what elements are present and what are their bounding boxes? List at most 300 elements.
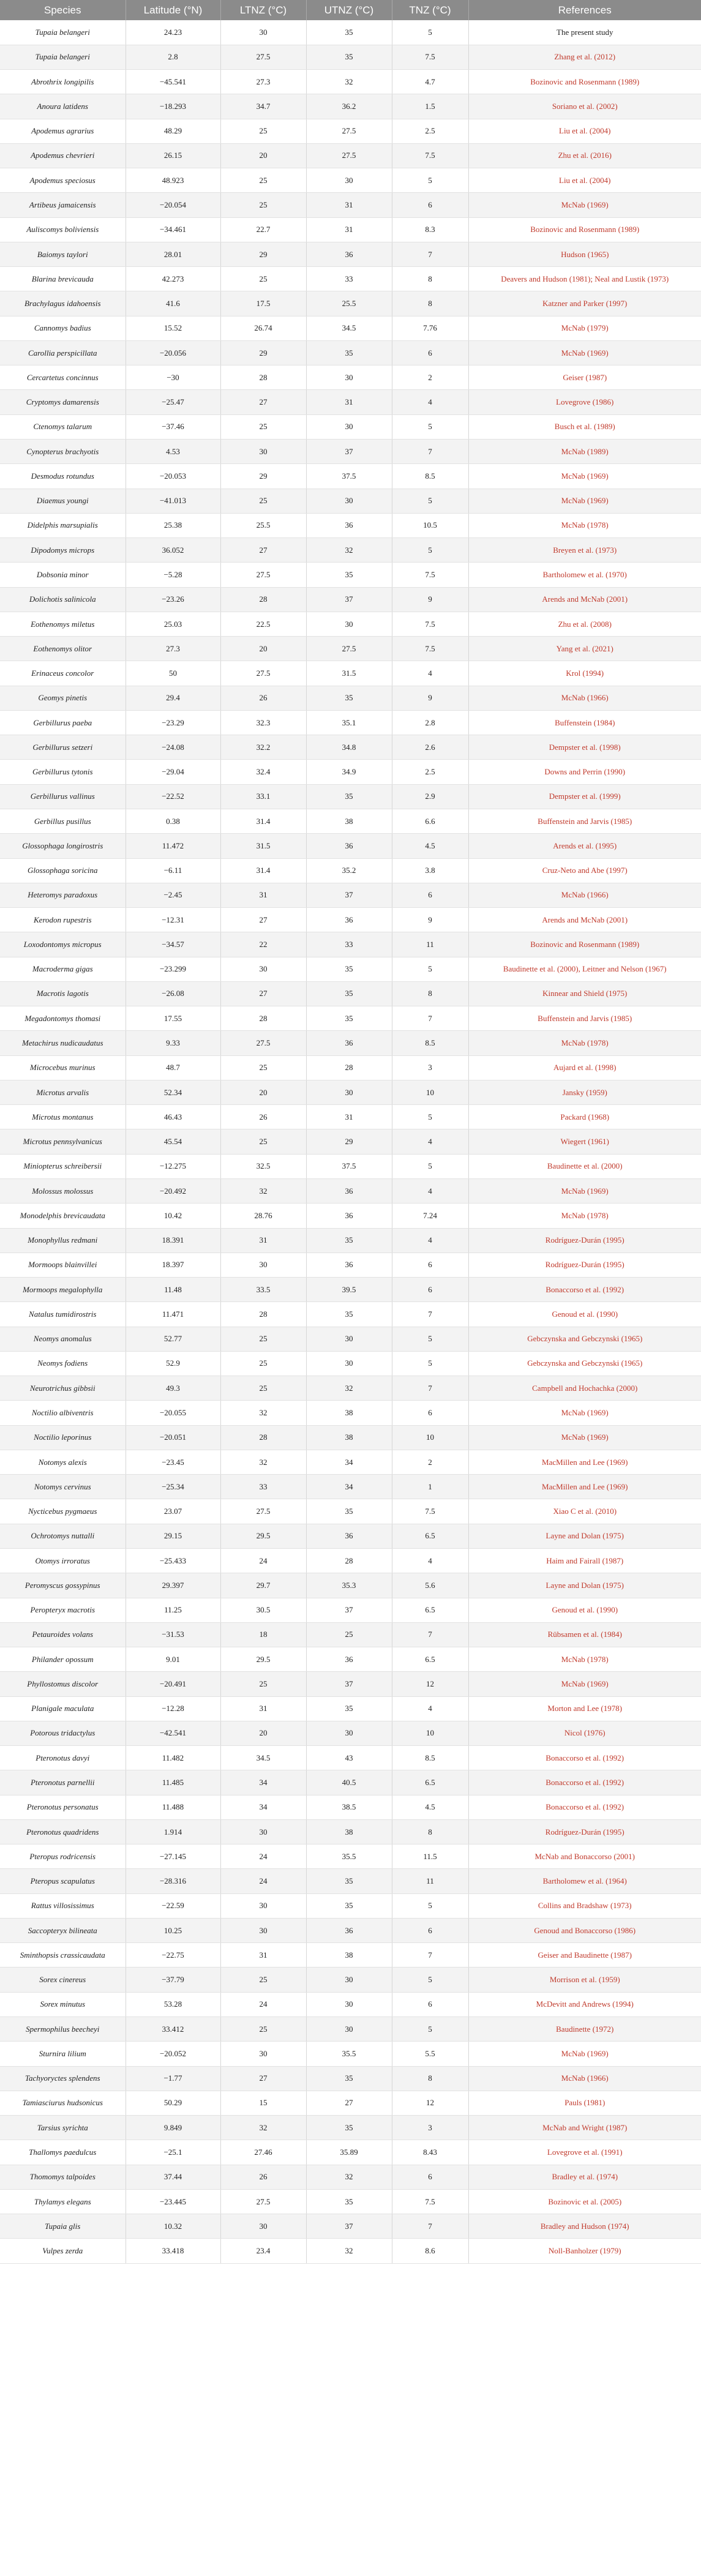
table-row	[0, 1080, 701, 1104]
species-cell: Pteronotus davyi	[0, 1746, 126, 1770]
tnz-cell: 5	[392, 2017, 468, 2042]
utnz-cell: 35	[306, 563, 392, 587]
tnz-cell: 4	[392, 1129, 468, 1154]
reference-cell[interactable]: McNab (1978)	[468, 1647, 701, 1672]
table-row	[0, 1819, 701, 1844]
utnz-cell: 35.89	[306, 2140, 392, 2165]
species-cell: Miniopterus schreibersii	[0, 1154, 126, 1178]
utnz-cell: 30	[306, 612, 392, 636]
reference-cell[interactable]: Downs and Perrin (1990)	[468, 760, 701, 784]
latitude-cell: 9.849	[126, 2116, 220, 2140]
reference-cell[interactable]: Liu et al. (2004)	[468, 168, 701, 193]
species-cell: Microtus pennsylvanicus	[0, 1129, 126, 1154]
species-cell: Planigale maculata	[0, 1696, 126, 1721]
tnz-cell: 3	[392, 1055, 468, 1080]
utnz-cell: 37	[306, 883, 392, 907]
ltnz-cell: 30	[220, 20, 306, 45]
reference-cell[interactable]: Kinnear and Shield (1975)	[468, 981, 701, 1006]
reference-cell[interactable]: McNab (1966)	[468, 2066, 701, 2091]
ltnz-header: LTNZ (°C)	[220, 0, 306, 20]
table-row	[0, 735, 701, 760]
tnz-cell: 7.5	[392, 143, 468, 168]
reference-cell[interactable]: Campbell and Hochachka (2000)	[468, 1376, 701, 1401]
latitude-cell: −37.46	[126, 414, 220, 439]
utnz-cell: 38	[306, 1819, 392, 1844]
table-row	[0, 858, 701, 883]
species-cell: Sorex minutus	[0, 1992, 126, 2016]
table-row	[0, 1672, 701, 1696]
reference-cell[interactable]: McNab (1969)	[468, 193, 701, 217]
tnz-cell: 8.5	[392, 464, 468, 489]
utnz-cell: 35.1	[306, 710, 392, 735]
latitude-cell: −20.492	[126, 1178, 220, 1203]
utnz-cell: 30	[306, 414, 392, 439]
table-row	[0, 414, 701, 439]
reference-cell[interactable]: Katzner and Parker (1997)	[468, 291, 701, 316]
reference-cell[interactable]: Geiser and Baudinette (1987)	[468, 1943, 701, 1968]
table-row	[0, 1178, 701, 1203]
reference-cell[interactable]: Genoud et al. (1990)	[468, 1598, 701, 1622]
reference-cell[interactable]: Layne and Dolan (1975)	[468, 1524, 701, 1548]
ltnz-cell: 18	[220, 1622, 306, 1647]
table-row	[0, 2017, 701, 2042]
reference-cell[interactable]: McNab (1969)	[468, 1401, 701, 1425]
reference-cell[interactable]: Aujard et al. (1998)	[468, 1055, 701, 1080]
table-row	[0, 45, 701, 69]
species-cell: Saccopteryx bilineata	[0, 1918, 126, 1942]
table-row	[0, 193, 701, 217]
latitude-cell: 9.01	[126, 1647, 220, 1672]
reference-cell[interactable]: Bartholomew et al. (1970)	[468, 563, 701, 587]
species-cell: Monodelphis brevicaudata	[0, 1204, 126, 1228]
table-row	[0, 932, 701, 957]
utnz-cell: 36	[306, 1647, 392, 1672]
reference-cell[interactable]: Xiao C et al. (2010)	[468, 1499, 701, 1524]
reference-cell[interactable]: Pauls (1981)	[468, 2091, 701, 2115]
reference-cell[interactable]: Buffenstein and Jarvis (1985)	[468, 1006, 701, 1031]
reference-cell[interactable]: Morton and Lee (1978)	[468, 1696, 701, 1721]
table-row	[0, 612, 701, 636]
table-row	[0, 340, 701, 365]
tnz-cell: 5.6	[392, 1573, 468, 1598]
tnz-cell: 11	[392, 932, 468, 957]
reference-cell[interactable]: Arends and McNab (2001)	[468, 587, 701, 612]
latitude-cell: 33.412	[126, 2017, 220, 2042]
reference-cell[interactable]: Bonaccorso et al. (1992)	[468, 1770, 701, 1795]
latitude-cell: 37.44	[126, 2165, 220, 2189]
species-cell: Pteropus rodricensis	[0, 1844, 126, 1869]
tnz-cell: 7	[392, 1006, 468, 1031]
reference-cell[interactable]: McNab (1966)	[468, 686, 701, 710]
species-cell: Baiomys taylori	[0, 242, 126, 266]
reference-cell[interactable]: Noll-Banholzer (1979)	[468, 2239, 701, 2263]
utnz-cell: 30	[306, 1992, 392, 2016]
reference-cell[interactable]: Deavers and Hudson (1981); Neal and Lustik (1973)	[468, 267, 701, 291]
table-row	[0, 1055, 701, 1080]
tnz-cell: 7	[392, 1943, 468, 1968]
table-row	[0, 2116, 701, 2140]
reference-cell[interactable]: Krol (1994)	[468, 661, 701, 686]
tnz-cell: 7.76	[392, 316, 468, 340]
reference-cell[interactable]: McNab (1978)	[468, 1031, 701, 1055]
ltnz-cell: 20	[220, 143, 306, 168]
reference-cell[interactable]: Bonaccorso et al. (1992)	[468, 1278, 701, 1302]
table-body	[0, 20, 701, 2263]
latitude-cell: −26.08	[126, 981, 220, 1006]
reference-cell[interactable]: McNab (1969)	[468, 464, 701, 489]
tnz-cell: 8	[392, 981, 468, 1006]
table-row	[0, 217, 701, 242]
species-cell: Blarina brevicauda	[0, 267, 126, 291]
tnz-cell: 9	[392, 587, 468, 612]
reference-cell[interactable]: Arends et al. (1995)	[468, 834, 701, 858]
reference-cell[interactable]: McNab and Wright (1987)	[468, 2116, 701, 2140]
ltnz-cell: 20	[220, 1080, 306, 1104]
table-row	[0, 2042, 701, 2066]
species-cell: Eothenomys miletus	[0, 612, 126, 636]
tnz-cell: 4	[392, 661, 468, 686]
reference-cell[interactable]: McNab (1979)	[468, 316, 701, 340]
utnz-cell: 38	[306, 809, 392, 834]
reference-cell[interactable]: Baudinette (1972)	[468, 2017, 701, 2042]
species-cell: Sminthopsis crassicaudata	[0, 1943, 126, 1968]
tnz-cell: 6.5	[392, 1598, 468, 1622]
reference-cell[interactable]: McNab (1969)	[468, 1425, 701, 1450]
tnz-cell: 5	[392, 414, 468, 439]
latitude-cell: −23.26	[126, 587, 220, 612]
table-row	[0, 957, 701, 981]
latitude-cell: 25.03	[126, 612, 220, 636]
utnz-cell: 38.5	[306, 1795, 392, 1819]
utnz-cell: 31	[306, 1105, 392, 1129]
reference-cell[interactable]: McNab (1969)	[468, 1178, 701, 1203]
ltnz-cell: 32	[220, 1178, 306, 1203]
reference-cell[interactable]: Cruz-Neto and Abe (1997)	[468, 858, 701, 883]
utnz-cell: 36	[306, 513, 392, 537]
reference-cell[interactable]: Rodríguez-Durán (1995)	[468, 1228, 701, 1252]
tnz-cell: 8.43	[392, 2140, 468, 2165]
reference-cell[interactable]: Jansky (1959)	[468, 1080, 701, 1104]
reference-cell[interactable]: McNab (1969)	[468, 489, 701, 513]
latitude-cell: −25.47	[126, 390, 220, 414]
tnz-cell: 6	[392, 340, 468, 365]
reference-cell[interactable]: Gebczynska and Gebczynski (1965)	[468, 1351, 701, 1376]
reference-cell[interactable]: Geiser (1987)	[468, 365, 701, 390]
ltnz-cell: 27	[220, 2066, 306, 2091]
reference-cell[interactable]: Rübsamen et al. (1984)	[468, 1622, 701, 1647]
reference-cell[interactable]: McNab (1966)	[468, 883, 701, 907]
tnz-cell: 4	[392, 390, 468, 414]
table-row	[0, 1204, 701, 1228]
reference-cell[interactable]: Dempster et al. (1998)	[468, 735, 701, 760]
reference-cell[interactable]: MacMillen and Lee (1969)	[468, 1475, 701, 1499]
utnz-cell: 34	[306, 1450, 392, 1474]
reference-cell[interactable]: Rodríguez-Durán (1995)	[468, 1819, 701, 1844]
latitude-cell: 10.42	[126, 1204, 220, 1228]
tnz-cell: 6	[392, 1918, 468, 1942]
reference-cell[interactable]: McNab (1978)	[468, 513, 701, 537]
latitude-cell: −20.055	[126, 1401, 220, 1425]
utnz-cell: 33	[306, 267, 392, 291]
ltnz-cell: 29	[220, 340, 306, 365]
tnz-cell: 2.6	[392, 735, 468, 760]
species-cell: Tarsius syrichta	[0, 2116, 126, 2140]
table-row	[0, 1992, 701, 2016]
reference-cell[interactable]: Lovegrove (1986)	[468, 390, 701, 414]
ltnz-cell: 15	[220, 2091, 306, 2115]
reference-cell[interactable]: Bradley and Hudson (1974)	[468, 2214, 701, 2239]
ltnz-cell: 28.76	[220, 1204, 306, 1228]
utnz-cell: 30	[306, 1968, 392, 1992]
reference-cell[interactable]: Haim and Fairall (1987)	[468, 1548, 701, 1573]
latitude-cell: 11.485	[126, 1770, 220, 1795]
reference-cell[interactable]: Bradley et al. (1974)	[468, 2165, 701, 2189]
species-cell: Loxodontomys micropus	[0, 932, 126, 957]
ltnz-cell: 20	[220, 1721, 306, 1745]
tnz-cell: 3	[392, 2116, 468, 2140]
reference-cell[interactable]: Breyen et al. (1973)	[468, 538, 701, 563]
table-row	[0, 1499, 701, 1524]
species-cell: Potorous tridactylus	[0, 1721, 126, 1745]
table-row	[0, 1228, 701, 1252]
latitude-cell: 33.418	[126, 2239, 220, 2263]
reference-cell[interactable]: Wiegert (1961)	[468, 1129, 701, 1154]
reference-cell[interactable]: Buffenstein and Jarvis (1985)	[468, 809, 701, 834]
ltnz-cell: 27.46	[220, 2140, 306, 2165]
reference-cell[interactable]: Nicol (1976)	[468, 1721, 701, 1745]
reference-cell[interactable]: Bozinovic and Rosenmann (1989)	[468, 217, 701, 242]
table-row	[0, 291, 701, 316]
reference-cell[interactable]: McNab (1969)	[468, 1672, 701, 1696]
ltnz-cell: 23.4	[220, 2239, 306, 2263]
reference-cell[interactable]: Buffenstein (1984)	[468, 710, 701, 735]
species-cell: Cynopterus brachyotis	[0, 440, 126, 464]
reference-cell[interactable]: Soriano et al. (2002)	[468, 94, 701, 119]
tnz-cell: 10	[392, 1080, 468, 1104]
species-cell: Tupaia belangeri	[0, 45, 126, 69]
species-cell: Neomys fodiens	[0, 1351, 126, 1376]
reference-cell: The present study	[468, 20, 701, 45]
ltnz-cell: 34.5	[220, 1746, 306, 1770]
table-row	[0, 1327, 701, 1351]
reference-cell[interactable]: McNab (1969)	[468, 340, 701, 365]
species-cell: Eothenomys olitor	[0, 637, 126, 661]
ltnz-cell: 30	[220, 440, 306, 464]
reference-cell[interactable]: McNab (1989)	[468, 440, 701, 464]
reference-cell[interactable]: Hudson (1965)	[468, 242, 701, 266]
species-cell: Auliscomys boliviensis	[0, 217, 126, 242]
species-cell: Pteronotus personatus	[0, 1795, 126, 1819]
utnz-cell: 36	[306, 834, 392, 858]
utnz-cell: 34.9	[306, 760, 392, 784]
utnz-cell: 32	[306, 538, 392, 563]
latitude-cell: 29.15	[126, 1524, 220, 1548]
ltnz-cell: 31.4	[220, 858, 306, 883]
latitude-cell: 52.77	[126, 1327, 220, 1351]
utnz-cell: 35	[306, 340, 392, 365]
species-cell: Pteronotus quadridens	[0, 1819, 126, 1844]
utnz-cell: 32	[306, 2239, 392, 2263]
utnz-cell: 35	[306, 1228, 392, 1252]
reference-cell[interactable]: Collins and Bradshaw (1973)	[468, 1893, 701, 1918]
reference-cell[interactable]: Zhu et al. (2008)	[468, 612, 701, 636]
ltnz-cell: 26	[220, 2165, 306, 2189]
reference-cell[interactable]: Bozinovic and Rosenmann (1989)	[468, 70, 701, 94]
species-cell: Gerbillurus paeba	[0, 710, 126, 735]
species-cell: Gerbillurus vallinus	[0, 784, 126, 809]
table-row	[0, 1548, 701, 1573]
utnz-cell: 30	[306, 1351, 392, 1376]
table-row	[0, 267, 701, 291]
table-row	[0, 1573, 701, 1598]
species-cell: Anoura latidens	[0, 94, 126, 119]
ltnz-cell: 25	[220, 1129, 306, 1154]
reference-cell[interactable]: McNab and Bonaccorso (2001)	[468, 1844, 701, 1869]
ltnz-cell: 28	[220, 587, 306, 612]
reference-cell[interactable]: Liu et al. (2004)	[468, 119, 701, 143]
table-row	[0, 20, 701, 45]
reference-cell[interactable]: McDevitt and Andrews (1994)	[468, 1992, 701, 2016]
reference-cell[interactable]: Bonaccorso et al. (1992)	[468, 1746, 701, 1770]
ltnz-cell: 27.5	[220, 1499, 306, 1524]
latitude-cell: −12.28	[126, 1696, 220, 1721]
latitude-cell: −34.57	[126, 932, 220, 957]
latitude-cell: −25.433	[126, 1548, 220, 1573]
tnz-cell: 4	[392, 1696, 468, 1721]
tnz-cell: 5	[392, 1968, 468, 1992]
utnz-cell: 35	[306, 2116, 392, 2140]
reference-cell[interactable]: McNab (1969)	[468, 2042, 701, 2066]
tnz-cell: 2	[392, 365, 468, 390]
reference-cell[interactable]: Busch et al. (1989)	[468, 414, 701, 439]
latitude-cell: −20.054	[126, 193, 220, 217]
ltnz-cell: 30	[220, 1819, 306, 1844]
species-cell: Pteronotus parnellii	[0, 1770, 126, 1795]
utnz-cell: 34.5	[306, 316, 392, 340]
tnz-cell: 12	[392, 1672, 468, 1696]
table-row	[0, 1351, 701, 1376]
table-row	[0, 587, 701, 612]
reference-cell[interactable]: McNab (1978)	[468, 1204, 701, 1228]
table-row	[0, 1696, 701, 1721]
table-row	[0, 1302, 701, 1327]
reference-cell[interactable]: Bozinovic et al. (2005)	[468, 2189, 701, 2214]
ltnz-cell: 27.3	[220, 70, 306, 94]
table-row	[0, 143, 701, 168]
species-cell: Cannomys badius	[0, 316, 126, 340]
reference-cell[interactable]: Baudinette et al. (2000), Leitner and Nelson (1967)	[468, 957, 701, 981]
reference-cell[interactable]: Genoud et al. (1990)	[468, 1302, 701, 1327]
latitude-header: Latitude (°N)	[126, 0, 220, 20]
table-row	[0, 760, 701, 784]
latitude-cell: 11.482	[126, 1746, 220, 1770]
reference-cell[interactable]: Yang et al. (2021)	[468, 637, 701, 661]
latitude-cell: 52.9	[126, 1351, 220, 1376]
reference-cell[interactable]: Baudinette et al. (2000)	[468, 1154, 701, 1178]
latitude-cell: 48.7	[126, 1055, 220, 1080]
reference-cell[interactable]: MacMillen and Lee (1969)	[468, 1450, 701, 1474]
tnz-cell: 6	[392, 1252, 468, 1277]
reference-cell[interactable]: Genoud and Bonaccorso (1986)	[468, 1918, 701, 1942]
tnz-cell: 3.8	[392, 858, 468, 883]
reference-cell[interactable]: Zhang et al. (2012)	[468, 45, 701, 69]
latitude-cell: −27.145	[126, 1844, 220, 1869]
table-row	[0, 1425, 701, 1450]
latitude-cell: 48.923	[126, 168, 220, 193]
table-row	[0, 2066, 701, 2091]
table-row	[0, 1869, 701, 1893]
species-cell: Thomomys talpoides	[0, 2165, 126, 2189]
reference-cell[interactable]: Zhu et al. (2016)	[468, 143, 701, 168]
reference-cell[interactable]: Bartholomew et al. (1964)	[468, 1869, 701, 1893]
latitude-cell: 2.8	[126, 45, 220, 69]
table-row	[0, 1770, 701, 1795]
reference-cell[interactable]: Gebczynska and Gebczynski (1965)	[468, 1327, 701, 1351]
utnz-cell: 38	[306, 1943, 392, 1968]
latitude-cell: −20.053	[126, 464, 220, 489]
species-cell: Molossus molossus	[0, 1178, 126, 1203]
table-row	[0, 1475, 701, 1499]
table-row	[0, 168, 701, 193]
latitude-cell: 48.29	[126, 119, 220, 143]
utnz-cell: 35	[306, 981, 392, 1006]
latitude-cell: 11.25	[126, 1598, 220, 1622]
reference-cell[interactable]: Bozinovic and Rosenmann (1989)	[468, 932, 701, 957]
latitude-cell: 26.15	[126, 143, 220, 168]
tnz-cell: 6	[392, 1278, 468, 1302]
ltnz-cell: 25	[220, 414, 306, 439]
table-row	[0, 70, 701, 94]
ltnz-cell: 22.7	[220, 217, 306, 242]
ltnz-cell: 27.5	[220, 661, 306, 686]
reference-cell[interactable]: Dempster et al. (1999)	[468, 784, 701, 809]
tnz-cell: 5	[392, 1327, 468, 1351]
ltnz-cell: 30	[220, 1252, 306, 1277]
species-cell: Peropteryx macrotis	[0, 1598, 126, 1622]
reference-cell[interactable]: Bonaccorso et al. (1992)	[468, 1795, 701, 1819]
table-row	[0, 464, 701, 489]
species-cell: Vulpes zerda	[0, 2239, 126, 2263]
reference-cell[interactable]: Arends and McNab (2001)	[468, 908, 701, 932]
species-cell: Gerbillurus setzeri	[0, 735, 126, 760]
tnz-cell: 8	[392, 2066, 468, 2091]
reference-cell[interactable]: Rodríguez-Durán (1995)	[468, 1252, 701, 1277]
ltnz-cell: 30	[220, 1893, 306, 1918]
ltnz-cell: 22.5	[220, 612, 306, 636]
table-row	[0, 1524, 701, 1548]
species-cell: Megadontomys thomasi	[0, 1006, 126, 1031]
reference-cell[interactable]: Morrison et al. (1959)	[468, 1968, 701, 1992]
ltnz-cell: 25	[220, 2017, 306, 2042]
utnz-cell: 37.5	[306, 1154, 392, 1178]
ltnz-cell: 32	[220, 2116, 306, 2140]
utnz-cell: 38	[306, 1425, 392, 1450]
tnz-cell: 4	[392, 1228, 468, 1252]
reference-cell[interactable]: Packard (1968)	[468, 1105, 701, 1129]
ltnz-cell: 25	[220, 168, 306, 193]
utnz-cell: 27	[306, 2091, 392, 2115]
latitude-cell: −2.45	[126, 883, 220, 907]
reference-cell[interactable]: Layne and Dolan (1975)	[468, 1573, 701, 1598]
species-cell: Mormoops megalophylla	[0, 1278, 126, 1302]
latitude-cell: 11.471	[126, 1302, 220, 1327]
tnz-cell: 4	[392, 1548, 468, 1573]
ltnz-cell: 24	[220, 1992, 306, 2016]
reference-cell[interactable]: Lovegrove et al. (1991)	[468, 2140, 701, 2165]
species-cell: Dipodomys microps	[0, 538, 126, 563]
table-row	[0, 1105, 701, 1129]
latitude-cell: −20.491	[126, 1672, 220, 1696]
